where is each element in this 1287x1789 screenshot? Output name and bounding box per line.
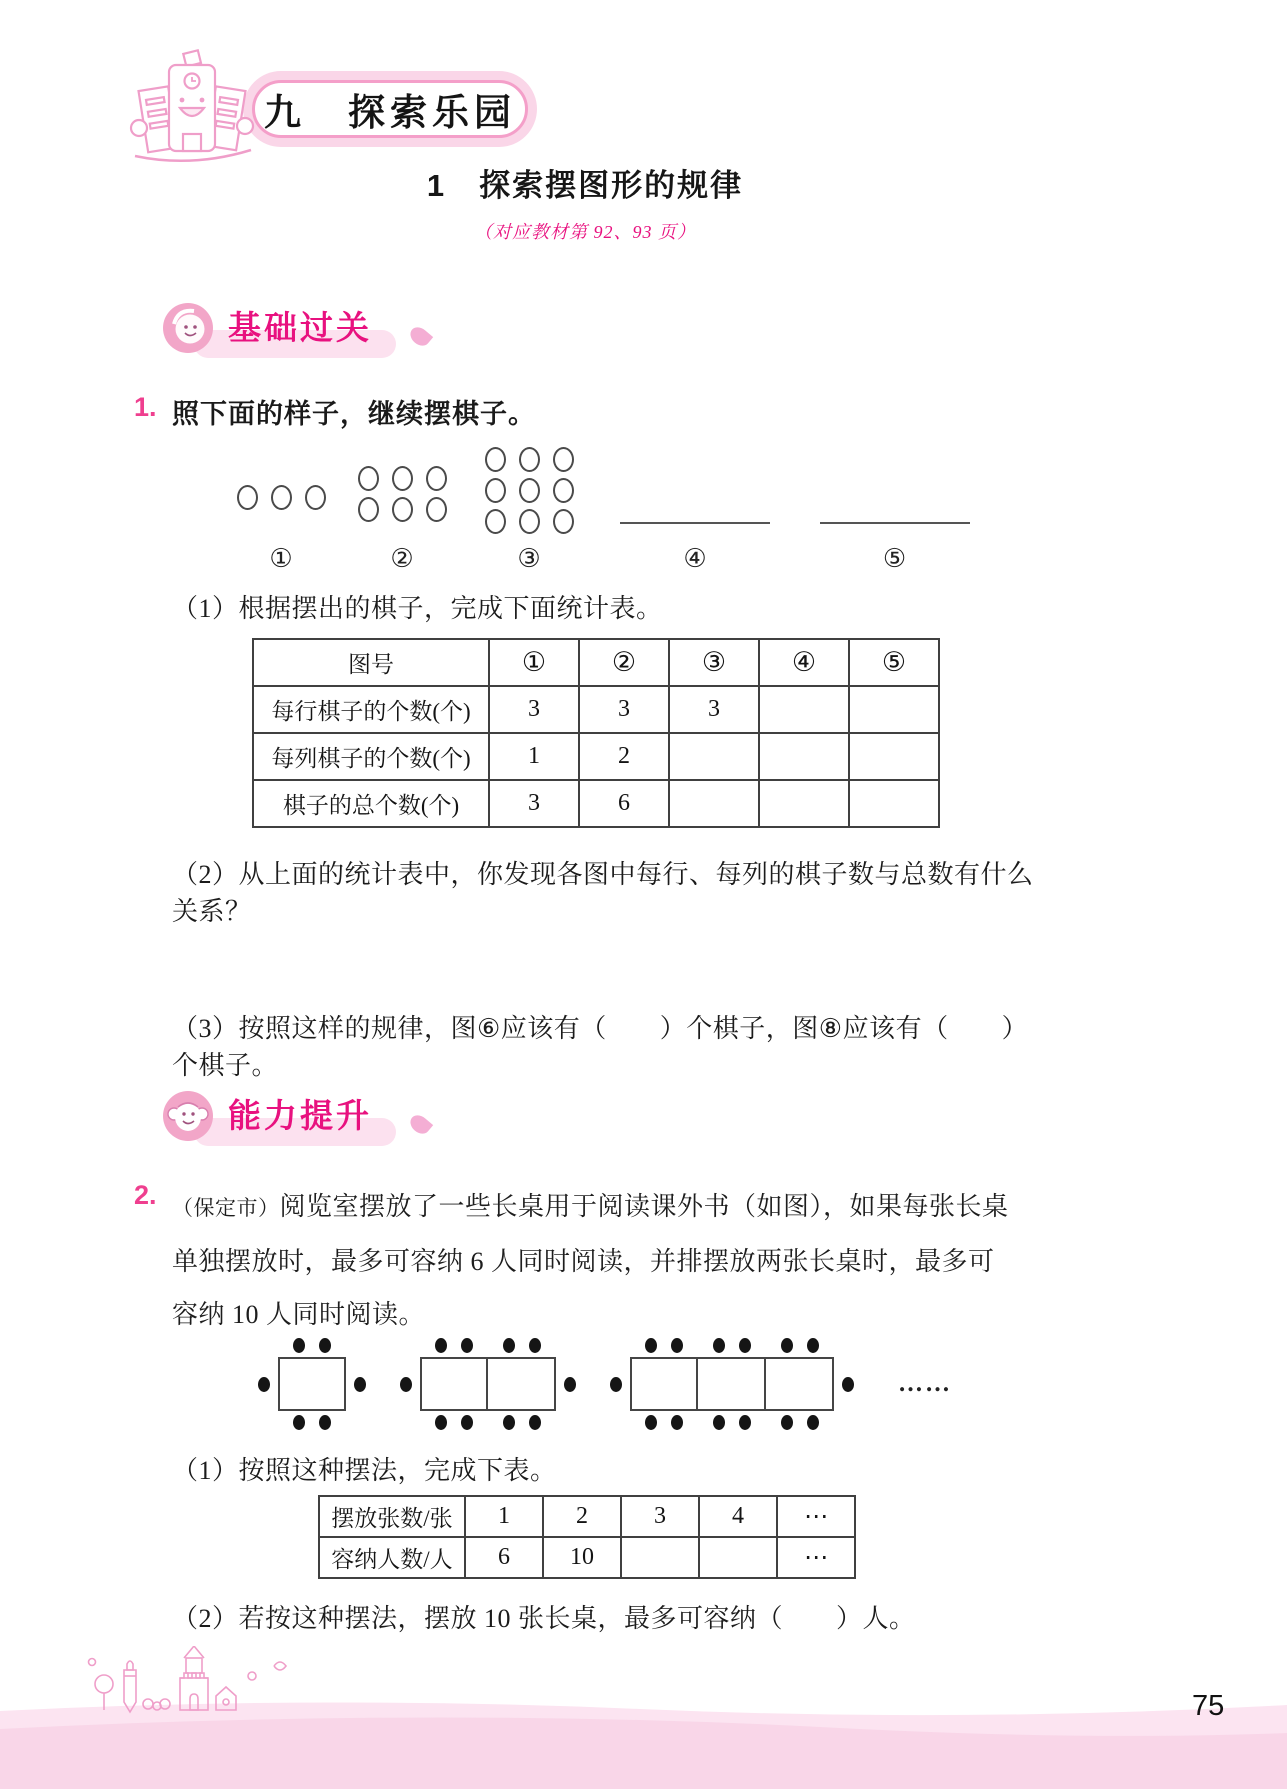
page-subtitle: （对应教材第 92、93 页） bbox=[474, 222, 696, 242]
q2-desk-strip bbox=[258, 1338, 952, 1430]
figure-label: ④ bbox=[683, 544, 707, 573]
table-cell bbox=[849, 780, 939, 827]
page-number: 75 bbox=[1192, 1690, 1225, 1722]
building-illustration bbox=[122, 48, 262, 166]
table-row bbox=[253, 733, 939, 780]
stone-circle bbox=[237, 485, 258, 510]
table-cell bbox=[849, 686, 939, 733]
table-cell: 10 bbox=[543, 1537, 621, 1578]
title-block bbox=[0, 160, 1170, 244]
joined-tables bbox=[630, 1357, 834, 1411]
figure-area bbox=[228, 444, 334, 534]
person-dot bbox=[435, 1415, 447, 1430]
question-2 bbox=[134, 1180, 1034, 1341]
person-dot bbox=[461, 1415, 473, 1430]
person-dot bbox=[529, 1338, 541, 1353]
person-dot bbox=[503, 1415, 515, 1430]
table-cell: 2 bbox=[579, 733, 669, 780]
figure-slot bbox=[470, 444, 588, 574]
badge-comma-shape bbox=[407, 324, 433, 350]
seat-pair bbox=[420, 1415, 488, 1430]
joined-tables bbox=[278, 1357, 346, 1411]
long-table bbox=[488, 1357, 556, 1411]
figure-slot bbox=[346, 444, 458, 574]
q1-sub-question-3: （3）按照这样的规律，图⑥应该有（ ）个棋子，图⑧应该有（ ）个棋子。 bbox=[172, 1014, 1029, 1080]
person-dot bbox=[781, 1415, 793, 1430]
stone-circle bbox=[553, 447, 574, 472]
stone-circle bbox=[553, 478, 574, 503]
person-dot bbox=[781, 1338, 793, 1353]
chapter-banner-label: 九 探索乐园 bbox=[264, 92, 516, 133]
stone-circle bbox=[271, 485, 292, 510]
seat-pair bbox=[630, 1415, 698, 1430]
q1-figure-strip bbox=[228, 444, 987, 574]
table-cell: 3 bbox=[579, 686, 669, 733]
chapter-banner bbox=[252, 80, 528, 138]
person-dot bbox=[645, 1338, 657, 1353]
table-cell bbox=[759, 780, 849, 827]
person-dot bbox=[400, 1377, 412, 1392]
table-cell: ④ bbox=[759, 639, 849, 686]
table-cell: 3 bbox=[669, 686, 759, 733]
stone-circle bbox=[519, 478, 540, 503]
table-cell bbox=[849, 733, 939, 780]
stone-circle bbox=[553, 509, 574, 534]
person-dot bbox=[503, 1338, 515, 1353]
q2-sub-question-2: （2）若按这种摆法，摆放 10 张长桌，最多可容纳（ ）人。 bbox=[172, 1604, 916, 1633]
person-dot bbox=[645, 1415, 657, 1430]
table-cell: 3 bbox=[489, 780, 579, 827]
desk-middle-row bbox=[400, 1357, 576, 1411]
table-cell bbox=[621, 1537, 699, 1578]
question-1-number: 1. bbox=[134, 392, 157, 422]
q2-sub-question-1: （1）按照这种摆法，完成下表。 bbox=[172, 1456, 557, 1485]
person-dot bbox=[610, 1377, 622, 1392]
figure-label: ① bbox=[269, 544, 293, 573]
stones-grid bbox=[237, 485, 326, 510]
figure-slot bbox=[600, 444, 790, 574]
q1-sub-question-1: （1）根据摆出的棋子，完成下面统计表。 bbox=[172, 594, 663, 623]
long-table bbox=[630, 1357, 698, 1411]
page-title: 1 探索摆图形的规律 bbox=[426, 168, 744, 203]
stone-circle bbox=[519, 447, 540, 472]
table-cell: ① bbox=[489, 639, 579, 686]
long-table bbox=[278, 1357, 346, 1411]
seat-pair bbox=[278, 1338, 346, 1353]
stone-circle bbox=[426, 497, 447, 522]
table-cell bbox=[759, 686, 849, 733]
answer-line bbox=[820, 522, 970, 524]
table-cell: 图号 bbox=[253, 639, 489, 686]
footer-doodles bbox=[84, 1646, 354, 1718]
table-cell: 4 bbox=[699, 1496, 777, 1537]
table-cell: ⋯ bbox=[777, 1537, 855, 1578]
person-dot bbox=[529, 1415, 541, 1430]
person-dot bbox=[435, 1338, 447, 1353]
table-cell: 3 bbox=[621, 1496, 699, 1537]
stone-circle bbox=[392, 466, 413, 491]
figure-area bbox=[802, 444, 987, 534]
person-dot bbox=[258, 1377, 270, 1392]
table-cell: ② bbox=[579, 639, 669, 686]
table-cell: 每行棋子的个数(个) bbox=[253, 686, 489, 733]
person-dot bbox=[713, 1415, 725, 1430]
seat-row bbox=[630, 1338, 834, 1353]
stone-circle bbox=[519, 509, 540, 534]
person-dot bbox=[671, 1338, 683, 1353]
table-cell: 1 bbox=[489, 733, 579, 780]
answer-line bbox=[620, 522, 770, 524]
stone-circle bbox=[426, 466, 447, 491]
seat-row bbox=[420, 1338, 556, 1353]
table-cell: 每列棋子的个数(个) bbox=[253, 733, 489, 780]
person-dot bbox=[319, 1338, 331, 1353]
seat-pair bbox=[698, 1338, 766, 1353]
seat-pair bbox=[766, 1415, 834, 1430]
figure-label: ② bbox=[390, 544, 414, 573]
table-header-row bbox=[253, 639, 939, 686]
ellipsis: …… bbox=[898, 1370, 952, 1397]
seat-pair bbox=[698, 1415, 766, 1430]
table-cell bbox=[669, 780, 759, 827]
table-cell: 1 bbox=[465, 1496, 543, 1537]
person-dot bbox=[671, 1415, 683, 1430]
section-badge-advanced bbox=[136, 1086, 556, 1152]
seat-pair bbox=[630, 1338, 698, 1353]
seat-pair bbox=[766, 1338, 834, 1353]
figure-area bbox=[346, 444, 458, 534]
desk-group bbox=[610, 1338, 854, 1430]
question-1-stem: 照下面的样子，继续摆棋子。 bbox=[172, 399, 536, 429]
person-dot bbox=[293, 1415, 305, 1430]
table-row bbox=[253, 780, 939, 827]
section-badge-advanced-label: 能力提升 bbox=[228, 1097, 372, 1134]
person-dot bbox=[739, 1338, 751, 1353]
person-dot bbox=[807, 1338, 819, 1353]
desk-group bbox=[258, 1338, 366, 1430]
table-cell: 2 bbox=[543, 1496, 621, 1537]
question-2-source: （保定市） bbox=[172, 1196, 280, 1220]
section-badge-basic bbox=[136, 298, 556, 364]
q2-stats-table bbox=[318, 1495, 856, 1579]
person-dot bbox=[293, 1338, 305, 1353]
seat-row bbox=[278, 1338, 346, 1353]
person-dot bbox=[319, 1415, 331, 1430]
stone-circle bbox=[358, 497, 379, 522]
table-cell: 棋子的总个数(个) bbox=[253, 780, 489, 827]
person-dot bbox=[807, 1415, 819, 1430]
stone-circle bbox=[485, 478, 506, 503]
question-2-stem bbox=[172, 1180, 1017, 1341]
person-dot bbox=[739, 1415, 751, 1430]
section-badge-basic-label: 基础过关 bbox=[228, 309, 372, 346]
desk-middle-row bbox=[258, 1357, 366, 1411]
long-table bbox=[766, 1357, 834, 1411]
table-cell: 3 bbox=[489, 686, 579, 733]
table-row bbox=[319, 1496, 855, 1537]
table-cell bbox=[699, 1537, 777, 1578]
person-dot bbox=[564, 1377, 576, 1392]
table-row bbox=[253, 686, 939, 733]
question-1 bbox=[134, 392, 1034, 431]
seat-pair bbox=[420, 1338, 488, 1353]
seat-pair bbox=[278, 1415, 346, 1430]
figure-slot bbox=[228, 444, 334, 574]
seat-pair bbox=[488, 1338, 556, 1353]
desk-group bbox=[400, 1338, 576, 1430]
stone-circle bbox=[358, 466, 379, 491]
table-cell: 容纳人数/人 bbox=[319, 1537, 465, 1578]
figure-area bbox=[470, 444, 588, 534]
question-2-stem-text: 阅览室摆放了一些长桌用于阅读课外书（如图），如果每张长桌单独摆放时，最多可容纳 6 人同时阅读，并排摆放两张长桌时，最多可容纳 10 人同时阅读。 bbox=[172, 1192, 1009, 1329]
table-cell bbox=[669, 733, 759, 780]
stones-grid bbox=[358, 466, 447, 522]
person-dot bbox=[354, 1377, 366, 1392]
seat-row bbox=[420, 1415, 556, 1430]
seat-row bbox=[278, 1415, 346, 1430]
monkey-face-icon bbox=[162, 1090, 214, 1142]
person-dot bbox=[713, 1338, 725, 1353]
table-cell: ③ bbox=[669, 639, 759, 686]
table-row bbox=[319, 1537, 855, 1578]
table-cell: ⑤ bbox=[849, 639, 939, 686]
figure-area bbox=[600, 444, 790, 534]
q1-sub-question-2: （2）从上面的统计表中，你发现各图中每行、每列的棋子数与总数有什么关系？ bbox=[172, 860, 1034, 926]
person-dot bbox=[461, 1338, 473, 1353]
table-cell: 摆放张数/张 bbox=[319, 1496, 465, 1537]
person-dot bbox=[842, 1377, 854, 1392]
stone-circle bbox=[485, 447, 506, 472]
question-2-number: 2. bbox=[134, 1180, 157, 1210]
desk-middle-row bbox=[610, 1357, 854, 1411]
joined-tables bbox=[420, 1357, 556, 1411]
table-cell: 6 bbox=[465, 1537, 543, 1578]
stones-grid bbox=[485, 447, 574, 534]
girl-face-icon bbox=[162, 302, 214, 354]
figure-label: ③ bbox=[517, 544, 541, 573]
badge-comma-shape bbox=[407, 1112, 433, 1138]
stone-circle bbox=[392, 497, 413, 522]
q1-stats-table bbox=[252, 638, 940, 828]
table-cell: ⋯ bbox=[777, 1496, 855, 1537]
table-cell bbox=[759, 733, 849, 780]
long-table bbox=[698, 1357, 766, 1411]
seat-row bbox=[630, 1415, 834, 1430]
figure-label: ⑤ bbox=[882, 544, 907, 573]
long-table bbox=[420, 1357, 488, 1411]
stone-circle bbox=[485, 509, 506, 534]
table-cell: 6 bbox=[579, 780, 669, 827]
stone-circle bbox=[305, 485, 326, 510]
figure-slot bbox=[802, 444, 987, 574]
seat-pair bbox=[488, 1415, 556, 1430]
